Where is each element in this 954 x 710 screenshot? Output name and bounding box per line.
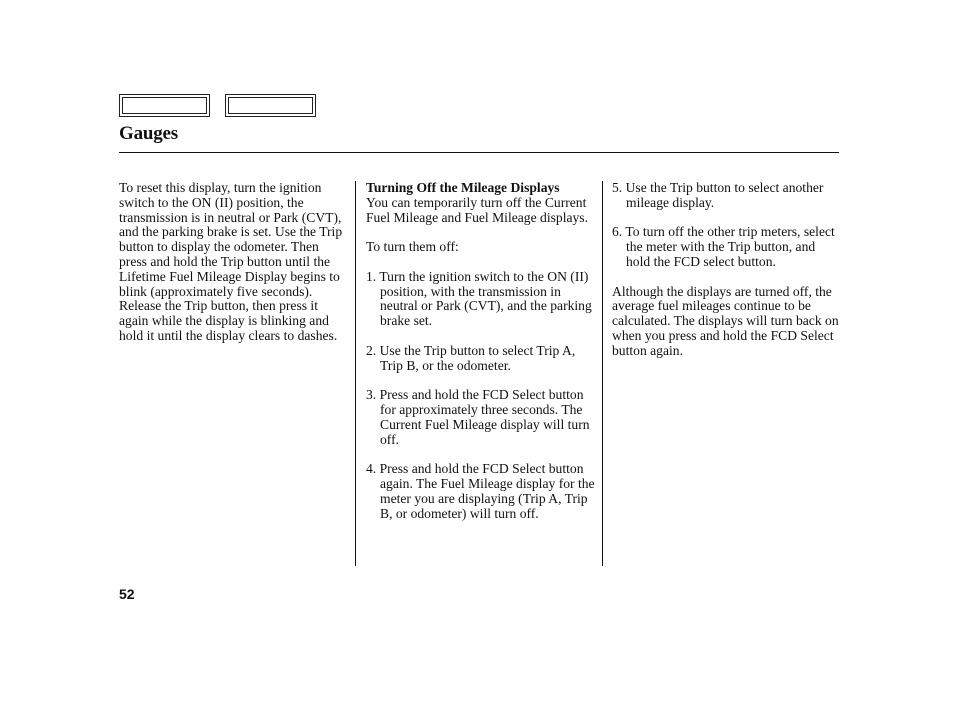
reset-instructions: To reset this display, turn the ignition switch to the ON (II) position, the transmission is in neutral or Park (CVT), and the parking brake is set. Use the Trip button to display the odometer. Then press and hold the Trip button until the Lifetime Fuel Mileage Display begins to blink (approximately five seconds). Release the Trip button, then press it again while the display is blinking and hold it until the display clears to dashes. <box>119 180 343 343</box>
step-item: 6. To turn off the other trip meters, select the meter with the Trip button, and hold the FCD select button. <box>612 224 835 269</box>
step-item: 1. Turn the ignition switch to the ON (II) position, with the transmission in neutral or Park (CVT), and the parking brake set. <box>366 268 592 329</box>
right-column <box>612 181 840 373</box>
step-item: 2. Use the Trip button to select Trip A, Trip B, or the odometer. <box>366 342 576 373</box>
lead-paragraph: To turn them off: <box>366 239 459 255</box>
note-paragraph: Although the displays are turned off, the average fuel mileages continue to be calculated. The displays will turn back on when you press and hold the FCD Select button again. <box>612 283 839 358</box>
previous-page-button[interactable] <box>119 94 210 117</box>
middle-column <box>366 181 596 536</box>
page-title: Gauges <box>119 123 178 144</box>
step-item: 4. Press and hold the FCD Select button again. The Fuel Mileage display for the meter you are displaying (Trip A, Trip B, or odometer) will turn off. <box>366 461 595 521</box>
step-item: 5. Use the Trip button to select another mileage display. <box>612 180 824 210</box>
column-divider <box>602 181 603 566</box>
title-divider <box>119 152 839 153</box>
page-number: 52 <box>119 586 135 602</box>
column-divider <box>355 181 356 566</box>
intro-paragraph: You can temporarily turn off the Current Fuel Mileage and Fuel Mileage displays. <box>366 194 588 225</box>
left-column <box>119 181 349 359</box>
next-page-button[interactable] <box>225 94 316 117</box>
step-item: 3. Press and hold the FCD Select button for approximately three seconds. The Current Fuel Mileage display will turn off. <box>366 387 590 447</box>
section-heading: Turning Off the Mileage Displays <box>366 180 560 195</box>
